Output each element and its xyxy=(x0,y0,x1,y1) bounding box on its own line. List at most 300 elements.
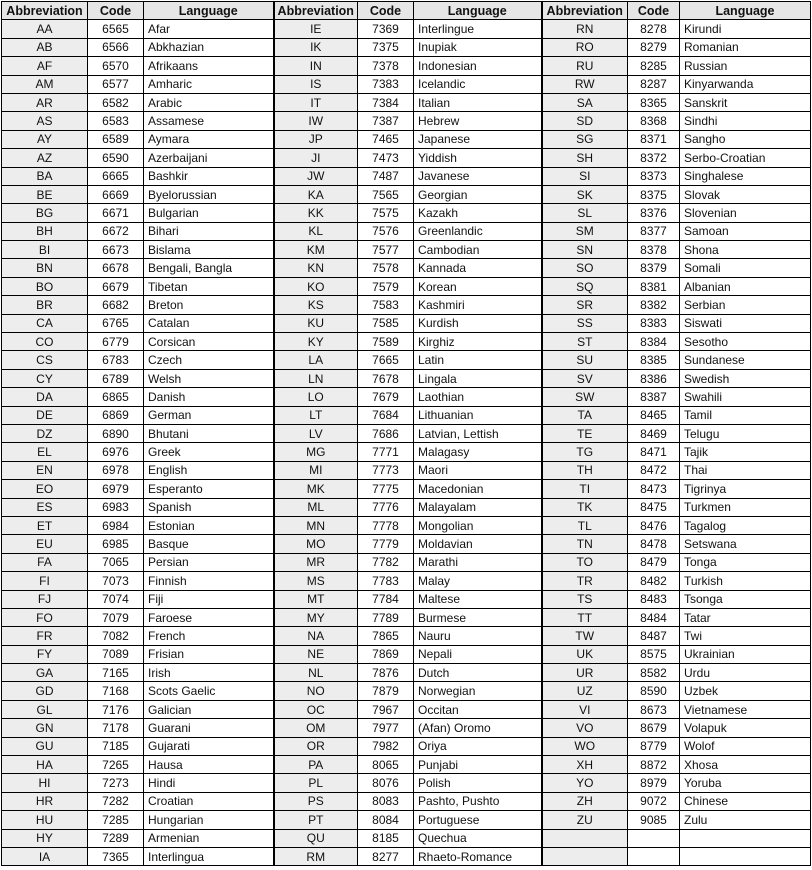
code-cell: 7783 xyxy=(358,572,414,590)
table-row xyxy=(2,351,811,369)
abbreviation-cell: MS xyxy=(274,572,358,590)
language-cell: Danish xyxy=(144,388,274,406)
language-cell: Kinyarwanda xyxy=(680,75,811,93)
code-cell: 9085 xyxy=(628,811,680,829)
abbreviation-cell: FJ xyxy=(2,590,88,608)
code-cell: 8575 xyxy=(628,645,680,663)
code-cell: 7079 xyxy=(88,608,144,626)
language-cell: Latin xyxy=(414,351,542,369)
abbreviation-cell: SU xyxy=(542,351,628,369)
abbreviation-cell: SN xyxy=(542,241,628,259)
table-row xyxy=(2,829,811,847)
abbreviation-cell: GL xyxy=(2,700,88,718)
code-cell: 7977 xyxy=(358,719,414,737)
code-cell: 8384 xyxy=(628,333,680,351)
code-cell: 7178 xyxy=(88,719,144,737)
abbreviation-cell: DE xyxy=(2,406,88,424)
language-code-table xyxy=(1,1,811,866)
language-cell: Nepali xyxy=(414,645,542,663)
abbreviation-cell: KU xyxy=(274,314,358,332)
language-cell: Corsican xyxy=(144,333,274,351)
language-cell: Burmese xyxy=(414,608,542,626)
code-cell xyxy=(628,847,680,865)
language-cell: Albanian xyxy=(680,277,811,295)
abbreviation-cell: ZU xyxy=(542,811,628,829)
table-row xyxy=(2,369,811,387)
code-cell: 8377 xyxy=(628,222,680,240)
language-cell: Inupiak xyxy=(414,38,542,56)
language-cell: Tagalog xyxy=(680,516,811,534)
code-cell: 8373 xyxy=(628,167,680,185)
language-cell: Welsh xyxy=(144,369,274,387)
language-cell: Amharic xyxy=(144,75,274,93)
code-cell: 6869 xyxy=(88,406,144,424)
language-cell: Armenian xyxy=(144,829,274,847)
table-row xyxy=(2,259,811,277)
abbreviation-cell: TS xyxy=(542,590,628,608)
code-cell: 8371 xyxy=(628,130,680,148)
language-cell: Icelandic xyxy=(414,75,542,93)
abbreviation-cell: BI xyxy=(2,241,88,259)
abbreviation-cell: RW xyxy=(542,75,628,93)
code-cell: 8465 xyxy=(628,406,680,424)
abbreviation-cell: RM xyxy=(274,847,358,865)
table-row xyxy=(2,424,811,442)
abbreviation-cell: SM xyxy=(542,222,628,240)
table-row xyxy=(2,700,811,718)
abbreviation-cell: XH xyxy=(542,756,628,774)
language-cell: Samoan xyxy=(680,222,811,240)
language-cell: Bihari xyxy=(144,222,274,240)
language-cell: Sindhi xyxy=(680,112,811,130)
abbreviation-cell: SH xyxy=(542,149,628,167)
code-cell: 7775 xyxy=(358,480,414,498)
abbreviation-cell: HY xyxy=(2,829,88,847)
abbreviation-cell: AM xyxy=(2,75,88,93)
abbreviation-cell: JW xyxy=(274,167,358,185)
language-cell: Indonesian xyxy=(414,57,542,75)
code-cell: 7387 xyxy=(358,112,414,130)
abbreviation-cell: AZ xyxy=(2,149,88,167)
code-cell: 8381 xyxy=(628,277,680,295)
language-cell: Italian xyxy=(414,93,542,111)
abbreviation-cell: EN xyxy=(2,461,88,479)
abbreviation-cell: TT xyxy=(542,608,628,626)
language-cell: Assamese xyxy=(144,112,274,130)
language-cell: Georgian xyxy=(414,185,542,203)
abbreviation-cell: LA xyxy=(274,351,358,369)
language-cell: Tajik xyxy=(680,443,811,461)
code-cell: 7384 xyxy=(358,93,414,111)
language-cell: Wolof xyxy=(680,737,811,755)
code-cell: 8478 xyxy=(628,535,680,553)
table-row xyxy=(2,847,811,865)
language-cell: Mongolian xyxy=(414,516,542,534)
header-language: Language xyxy=(680,2,811,20)
language-cell: Twi xyxy=(680,627,811,645)
abbreviation-cell: AY xyxy=(2,130,88,148)
code-cell: 7487 xyxy=(358,167,414,185)
language-cell: Slovenian xyxy=(680,204,811,222)
code-cell: 8084 xyxy=(358,811,414,829)
code-cell: 6679 xyxy=(88,277,144,295)
language-cell: Turkish xyxy=(680,572,811,590)
code-cell: 8065 xyxy=(358,756,414,774)
language-cell: Cambodian xyxy=(414,241,542,259)
abbreviation-cell: BE xyxy=(2,185,88,203)
abbreviation-cell: PT xyxy=(274,811,358,829)
language-cell: Shona xyxy=(680,241,811,259)
header-code: Code xyxy=(358,2,414,20)
table-row xyxy=(2,406,811,424)
language-cell: Marathi xyxy=(414,553,542,571)
table-row xyxy=(2,627,811,645)
code-cell: 7967 xyxy=(358,700,414,718)
abbreviation-cell: FI xyxy=(2,572,88,590)
language-cell: Russian xyxy=(680,57,811,75)
language-cell: Yiddish xyxy=(414,149,542,167)
abbreviation-cell: NO xyxy=(274,682,358,700)
language-cell: Afrikaans xyxy=(144,57,274,75)
code-cell: 7369 xyxy=(358,20,414,38)
code-cell: 6983 xyxy=(88,498,144,516)
table-row xyxy=(2,645,811,663)
code-cell: 8469 xyxy=(628,424,680,442)
language-cell: Frisian xyxy=(144,645,274,663)
abbreviation-cell: TI xyxy=(542,480,628,498)
code-cell: 7273 xyxy=(88,774,144,792)
abbreviation-cell: BN xyxy=(2,259,88,277)
code-cell: 7686 xyxy=(358,424,414,442)
language-cell: Korean xyxy=(414,277,542,295)
code-cell: 7176 xyxy=(88,700,144,718)
code-cell: 7473 xyxy=(358,149,414,167)
language-cell: Sanskrit xyxy=(680,93,811,111)
table-row xyxy=(2,516,811,534)
code-cell xyxy=(628,829,680,847)
language-cell: Kirghiz xyxy=(414,333,542,351)
language-cell: Greek xyxy=(144,443,274,461)
table-row xyxy=(2,296,811,314)
language-cell: Kazakh xyxy=(414,204,542,222)
table-row xyxy=(2,443,811,461)
language-cell: Maltese xyxy=(414,590,542,608)
abbreviation-cell: SW xyxy=(542,388,628,406)
language-cell: Volapuk xyxy=(680,719,811,737)
code-cell: 7789 xyxy=(358,608,414,626)
abbreviation-cell: SR xyxy=(542,296,628,314)
code-cell: 8375 xyxy=(628,185,680,203)
abbreviation-cell xyxy=(542,847,628,865)
code-cell: 8484 xyxy=(628,608,680,626)
language-cell: Zulu xyxy=(680,811,811,829)
language-cell: Japanese xyxy=(414,130,542,148)
code-cell: 8076 xyxy=(358,774,414,792)
code-cell: 6783 xyxy=(88,351,144,369)
code-cell: 8482 xyxy=(628,572,680,590)
code-cell: 8487 xyxy=(628,627,680,645)
code-cell: 6765 xyxy=(88,314,144,332)
code-cell: 8476 xyxy=(628,516,680,534)
language-cell: Serbian xyxy=(680,296,811,314)
header-abbreviation: Abbreviation xyxy=(2,2,88,20)
code-cell: 7575 xyxy=(358,204,414,222)
abbreviation-cell: KY xyxy=(274,333,358,351)
language-cell: Aymara xyxy=(144,130,274,148)
abbreviation-cell: HU xyxy=(2,811,88,829)
abbreviation-cell: EU xyxy=(2,535,88,553)
language-cell: Scots Gaelic xyxy=(144,682,274,700)
abbreviation-cell: BA xyxy=(2,167,88,185)
abbreviation-cell: KL xyxy=(274,222,358,240)
language-cell: Hebrew xyxy=(414,112,542,130)
code-cell: 7773 xyxy=(358,461,414,479)
language-cell: Swahili xyxy=(680,388,811,406)
language-cell xyxy=(680,847,811,865)
language-cell: Portuguese xyxy=(414,811,542,829)
language-cell: Laothian xyxy=(414,388,542,406)
abbreviation-cell: IN xyxy=(274,57,358,75)
code-cell: 7089 xyxy=(88,645,144,663)
language-cell: Azerbaijani xyxy=(144,149,274,167)
language-cell: Kurdish xyxy=(414,314,542,332)
table-row xyxy=(2,314,811,332)
code-cell: 8382 xyxy=(628,296,680,314)
language-cell: English xyxy=(144,461,274,479)
code-cell: 8378 xyxy=(628,241,680,259)
table-row xyxy=(2,38,811,56)
code-cell: 8278 xyxy=(628,20,680,38)
language-cell: Setswana xyxy=(680,535,811,553)
code-cell: 6673 xyxy=(88,241,144,259)
abbreviation-cell: TL xyxy=(542,516,628,534)
abbreviation-cell: NL xyxy=(274,664,358,682)
code-cell: 7375 xyxy=(358,38,414,56)
abbreviation-cell: CY xyxy=(2,369,88,387)
language-cell: Turkmen xyxy=(680,498,811,516)
language-cell: French xyxy=(144,627,274,645)
language-cell: Serbo-Croatian xyxy=(680,149,811,167)
abbreviation-cell: NE xyxy=(274,645,358,663)
abbreviation-cell: AB xyxy=(2,38,88,56)
language-cell: Lingala xyxy=(414,369,542,387)
language-cell: Guarani xyxy=(144,719,274,737)
code-cell: 7465 xyxy=(358,130,414,148)
code-cell: 6779 xyxy=(88,333,144,351)
language-cell: Oriya xyxy=(414,737,542,755)
abbreviation-cell: OM xyxy=(274,719,358,737)
abbreviation-cell: KM xyxy=(274,241,358,259)
code-cell: 8387 xyxy=(628,388,680,406)
language-cell: Kannada xyxy=(414,259,542,277)
abbreviation-cell: CA xyxy=(2,314,88,332)
code-cell: 7378 xyxy=(358,57,414,75)
abbreviation-cell: UR xyxy=(542,664,628,682)
table-row xyxy=(2,498,811,516)
code-cell: 8185 xyxy=(358,829,414,847)
code-cell: 8083 xyxy=(358,792,414,810)
language-cell: Sesotho xyxy=(680,333,811,351)
abbreviation-cell: GD xyxy=(2,682,88,700)
abbreviation-cell: SO xyxy=(542,259,628,277)
code-cell: 8479 xyxy=(628,553,680,571)
language-cell: Macedonian xyxy=(414,480,542,498)
language-cell: Xhosa xyxy=(680,756,811,774)
abbreviation-cell: KN xyxy=(274,259,358,277)
abbreviation-cell: FR xyxy=(2,627,88,645)
abbreviation-cell: SK xyxy=(542,185,628,203)
code-cell: 7771 xyxy=(358,443,414,461)
code-cell: 6590 xyxy=(88,149,144,167)
language-cell: Arabic xyxy=(144,93,274,111)
language-cell: Latvian, Lettish xyxy=(414,424,542,442)
language-cell: German xyxy=(144,406,274,424)
language-cell: Bhutani xyxy=(144,424,274,442)
table-row xyxy=(2,388,811,406)
language-cell: Esperanto xyxy=(144,480,274,498)
abbreviation-cell: HA xyxy=(2,756,88,774)
table-row xyxy=(2,461,811,479)
language-cell: Persian xyxy=(144,553,274,571)
abbreviation-cell: LN xyxy=(274,369,358,387)
abbreviation-cell: JP xyxy=(274,130,358,148)
code-cell: 6890 xyxy=(88,424,144,442)
abbreviation-cell: EL xyxy=(2,443,88,461)
code-cell: 7165 xyxy=(88,664,144,682)
language-cell: Estonian xyxy=(144,516,274,534)
table-row xyxy=(2,333,811,351)
language-cell: Malayalam xyxy=(414,498,542,516)
abbreviation-cell: WO xyxy=(542,737,628,755)
language-cell: Gujarati xyxy=(144,737,274,755)
code-cell: 8279 xyxy=(628,38,680,56)
code-cell: 6976 xyxy=(88,443,144,461)
code-cell: 7982 xyxy=(358,737,414,755)
abbreviation-cell: CS xyxy=(2,351,88,369)
language-cell: Tibetan xyxy=(144,277,274,295)
code-cell: 7282 xyxy=(88,792,144,810)
abbreviation-cell: NA xyxy=(274,627,358,645)
abbreviation-cell: RU xyxy=(542,57,628,75)
table-row xyxy=(2,57,811,75)
code-cell: 7784 xyxy=(358,590,414,608)
code-cell: 8473 xyxy=(628,480,680,498)
abbreviation-cell: ZH xyxy=(542,792,628,810)
language-cell: Ukrainian xyxy=(680,645,811,663)
code-cell: 7185 xyxy=(88,737,144,755)
table-row xyxy=(2,204,811,222)
language-cell: (Afan) Oromo xyxy=(414,719,542,737)
abbreviation-cell: UK xyxy=(542,645,628,663)
language-cell xyxy=(680,829,811,847)
language-cell: Yoruba xyxy=(680,774,811,792)
code-cell: 7065 xyxy=(88,553,144,571)
language-cell: Malay xyxy=(414,572,542,590)
abbreviation-cell: VI xyxy=(542,700,628,718)
code-cell: 7565 xyxy=(358,185,414,203)
language-cell: Bashkir xyxy=(144,167,274,185)
abbreviation-cell: FO xyxy=(2,608,88,626)
table-row xyxy=(2,792,811,810)
abbreviation-cell: MR xyxy=(274,553,358,571)
abbreviation-cell: BR xyxy=(2,296,88,314)
code-cell: 8365 xyxy=(628,93,680,111)
code-cell: 6678 xyxy=(88,259,144,277)
header-language: Language xyxy=(414,2,542,20)
code-cell: 7265 xyxy=(88,756,144,774)
language-cell: Moldavian xyxy=(414,535,542,553)
abbreviation-cell: AS xyxy=(2,112,88,130)
abbreviation-cell: IE xyxy=(274,20,358,38)
abbreviation-cell: IK xyxy=(274,38,358,56)
abbreviation-cell: GU xyxy=(2,737,88,755)
table-row xyxy=(2,664,811,682)
abbreviation-cell: TO xyxy=(542,553,628,571)
abbreviation-cell: LT xyxy=(274,406,358,424)
code-cell: 7289 xyxy=(88,829,144,847)
code-cell: 7665 xyxy=(358,351,414,369)
table-row xyxy=(2,20,811,38)
table-row xyxy=(2,167,811,185)
code-cell: 6583 xyxy=(88,112,144,130)
code-cell: 8673 xyxy=(628,700,680,718)
code-cell: 8287 xyxy=(628,75,680,93)
code-cell: 7778 xyxy=(358,516,414,534)
language-cell: Siswati xyxy=(680,314,811,332)
abbreviation-cell: FY xyxy=(2,645,88,663)
abbreviation-cell: OC xyxy=(274,700,358,718)
code-cell: 7082 xyxy=(88,627,144,645)
code-cell: 8471 xyxy=(628,443,680,461)
table-row xyxy=(2,535,811,553)
abbreviation-cell: IS xyxy=(274,75,358,93)
language-cell: Uzbek xyxy=(680,682,811,700)
abbreviation-cell: BG xyxy=(2,204,88,222)
code-cell: 8472 xyxy=(628,461,680,479)
abbreviation-cell: DZ xyxy=(2,424,88,442)
code-cell: 6789 xyxy=(88,369,144,387)
abbreviation-cell: BO xyxy=(2,277,88,295)
language-cell: Greenlandic xyxy=(414,222,542,240)
table-row xyxy=(2,608,811,626)
code-cell: 8386 xyxy=(628,369,680,387)
abbreviation-cell: GA xyxy=(2,664,88,682)
code-cell: 7876 xyxy=(358,664,414,682)
code-cell: 8383 xyxy=(628,314,680,332)
header-language: Language xyxy=(144,2,274,20)
abbreviation-cell: MN xyxy=(274,516,358,534)
code-cell: 6665 xyxy=(88,167,144,185)
abbreviation-cell: TG xyxy=(542,443,628,461)
abbreviation-cell: KK xyxy=(274,204,358,222)
code-cell: 6565 xyxy=(88,20,144,38)
language-cell: Sangho xyxy=(680,130,811,148)
language-cell: Tsonga xyxy=(680,590,811,608)
abbreviation-cell: PL xyxy=(274,774,358,792)
language-cell: Abkhazian xyxy=(144,38,274,56)
abbreviation-cell: JI xyxy=(274,149,358,167)
abbreviation-cell: ST xyxy=(542,333,628,351)
language-cell: Occitan xyxy=(414,700,542,718)
abbreviation-cell: FA xyxy=(2,553,88,571)
abbreviation-cell: AA xyxy=(2,20,88,38)
abbreviation-cell: UZ xyxy=(542,682,628,700)
code-cell: 8483 xyxy=(628,590,680,608)
abbreviation-cell: ES xyxy=(2,498,88,516)
code-cell: 6577 xyxy=(88,75,144,93)
code-cell: 8379 xyxy=(628,259,680,277)
language-cell: Irish xyxy=(144,664,274,682)
